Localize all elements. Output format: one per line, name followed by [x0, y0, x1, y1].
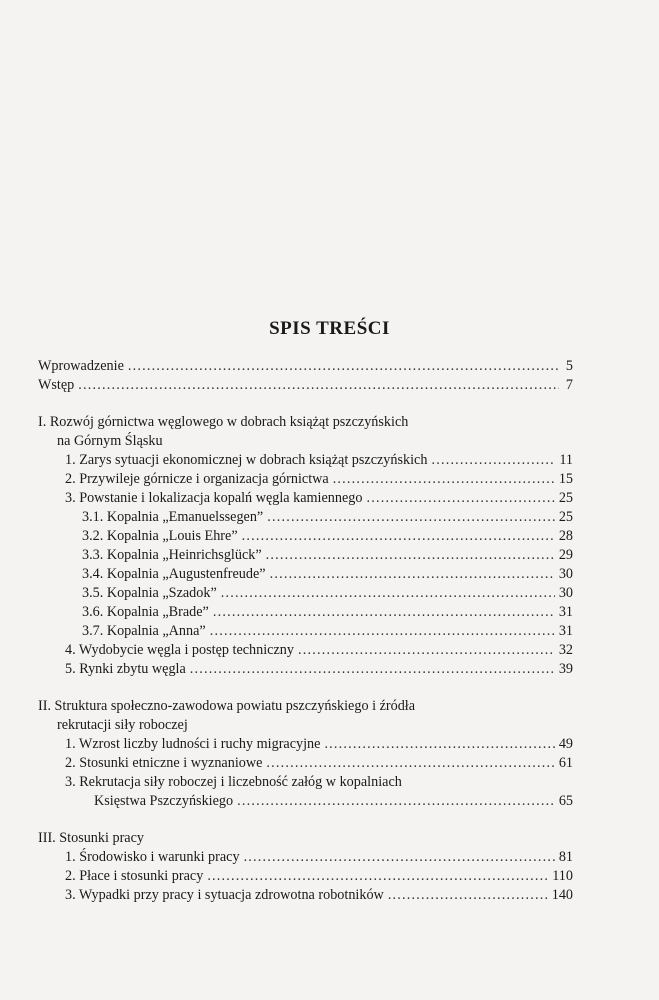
- toc-page: 61: [558, 755, 573, 771]
- chapter-title-cont: rekrutacji siły roboczej: [57, 717, 188, 733]
- chapter-title-cont: na Górnym Śląsku: [57, 433, 163, 449]
- dot-leader: [207, 867, 548, 886]
- toc-entry: [38, 622, 573, 641]
- toc-page: 28: [558, 528, 573, 544]
- dot-leader: [210, 622, 555, 641]
- toc-entry: [38, 508, 573, 527]
- toc-entry: [38, 489, 573, 508]
- toc-label: 1. Zarys sytuacji ekonomicznej w dobrach książąt pszczyńskich: [65, 452, 428, 468]
- toc-label: Wprowadzenie: [38, 358, 124, 374]
- toc-page: 30: [558, 585, 573, 601]
- toc-entry: [38, 546, 573, 565]
- toc-page: 7: [565, 377, 573, 393]
- toc-label: Księstwa Pszczyńskiego: [94, 793, 234, 809]
- toc-entry: [38, 584, 573, 603]
- toc-page: 49: [558, 736, 573, 752]
- dot-leader: [78, 376, 559, 395]
- toc-entry: [38, 641, 573, 660]
- dot-leader: [388, 886, 548, 905]
- dot-leader: [270, 565, 555, 584]
- toc-label: 2. Przywileje górnicze i organizacja górnictwa: [65, 471, 329, 487]
- toc-entry: [38, 735, 573, 754]
- toc-label: 3. Wypadki przy pracy i sytuacja zdrowotna robotników: [65, 887, 384, 903]
- chapter-title: III. Stosunki pracy: [38, 830, 144, 846]
- toc-page: 5: [565, 358, 573, 374]
- toc-label: 3. Powstanie i lokalizacja kopalń węgla kamiennego: [65, 490, 363, 506]
- toc-page: 81: [558, 849, 573, 865]
- chapter-title: I. Rozwój górnictwa węglowego w dobrach książąt pszczyńskich: [38, 414, 409, 430]
- toc-page: 110: [552, 868, 573, 884]
- toc-entry: [38, 886, 573, 905]
- toc-entry: [38, 792, 573, 811]
- toc-entry: [38, 754, 573, 773]
- dot-leader: [431, 451, 555, 470]
- dot-leader: [237, 792, 555, 811]
- dot-leader: [242, 527, 555, 546]
- dot-leader: [266, 754, 554, 773]
- dot-leader: [128, 357, 559, 376]
- toc-entry: [38, 565, 573, 584]
- toc-page: 65: [558, 793, 573, 809]
- dot-leader: [266, 546, 555, 565]
- toc-page: 25: [558, 509, 573, 525]
- toc-label-multiline: 3. Rekrutacja siły roboczej i liczebność załóg w kopalniach: [65, 774, 402, 790]
- toc-label: 3.4. Kopalnia „Augustenfreude”: [82, 566, 266, 582]
- toc-entry: [38, 848, 573, 867]
- toc-label: 3.6. Kopalnia „Brade”: [82, 604, 209, 620]
- toc-page: 31: [558, 604, 573, 620]
- toc-label: 3.7. Kopalnia „Anna”: [82, 623, 206, 639]
- toc-entry: [38, 470, 573, 489]
- toc-label: 3.5. Kopalnia „Szadok”: [82, 585, 217, 601]
- dot-leader: [267, 508, 555, 527]
- toc-page: 15: [558, 471, 573, 487]
- toc-entry: [38, 357, 573, 376]
- toc-label: 1. Środowisko i warunki pracy: [65, 849, 240, 865]
- toc-label: 3.2. Kopalnia „Louis Ehre”: [82, 528, 238, 544]
- toc-label: 1. Wzrost liczby ludności i ruchy migracyjne: [65, 736, 321, 752]
- page-title: SPIS TREŚCI: [269, 318, 390, 339]
- dot-leader: [244, 848, 555, 867]
- toc-page: 30: [558, 566, 573, 582]
- toc-entry: [38, 867, 573, 886]
- table-of-contents: [38, 357, 573, 905]
- dot-leader: [324, 735, 554, 754]
- toc-page: 39: [558, 661, 573, 677]
- toc-entry: [38, 376, 573, 395]
- toc-label: 3.1. Kopalnia „Emanuelssegen”: [82, 509, 264, 525]
- chapter-title: II. Struktura społeczno-zawodowa powiatu pszczyńskiego i źródła: [38, 698, 416, 714]
- dot-leader: [333, 470, 555, 489]
- toc-label: Wstęp: [38, 377, 75, 393]
- toc-entry: [38, 527, 573, 546]
- toc-page: 29: [558, 547, 573, 563]
- toc-page: 25: [558, 490, 573, 506]
- toc-entry: [38, 660, 573, 679]
- toc-page: 11: [559, 452, 573, 468]
- dot-leader: [213, 603, 555, 622]
- toc-label: 3.3. Kopalnia „Heinrichsglück”: [82, 547, 262, 563]
- toc-label: 5. Rynki zbytu węgla: [65, 661, 186, 677]
- toc-label: 4. Wydobycie węgla i postęp techniczny: [65, 642, 294, 658]
- toc-page: 31: [558, 623, 573, 639]
- dot-leader: [366, 489, 554, 508]
- toc-entry: [38, 603, 573, 622]
- dot-leader: [221, 584, 555, 603]
- toc-label: 2. Stosunki etniczne i wyznaniowe: [65, 755, 263, 771]
- toc-entry: [38, 451, 573, 470]
- toc-page: 32: [558, 642, 573, 658]
- dot-leader: [190, 660, 555, 679]
- toc-label: 2. Płace i stosunki pracy: [65, 868, 204, 884]
- toc-page: 140: [551, 887, 573, 903]
- dot-leader: [298, 641, 555, 660]
